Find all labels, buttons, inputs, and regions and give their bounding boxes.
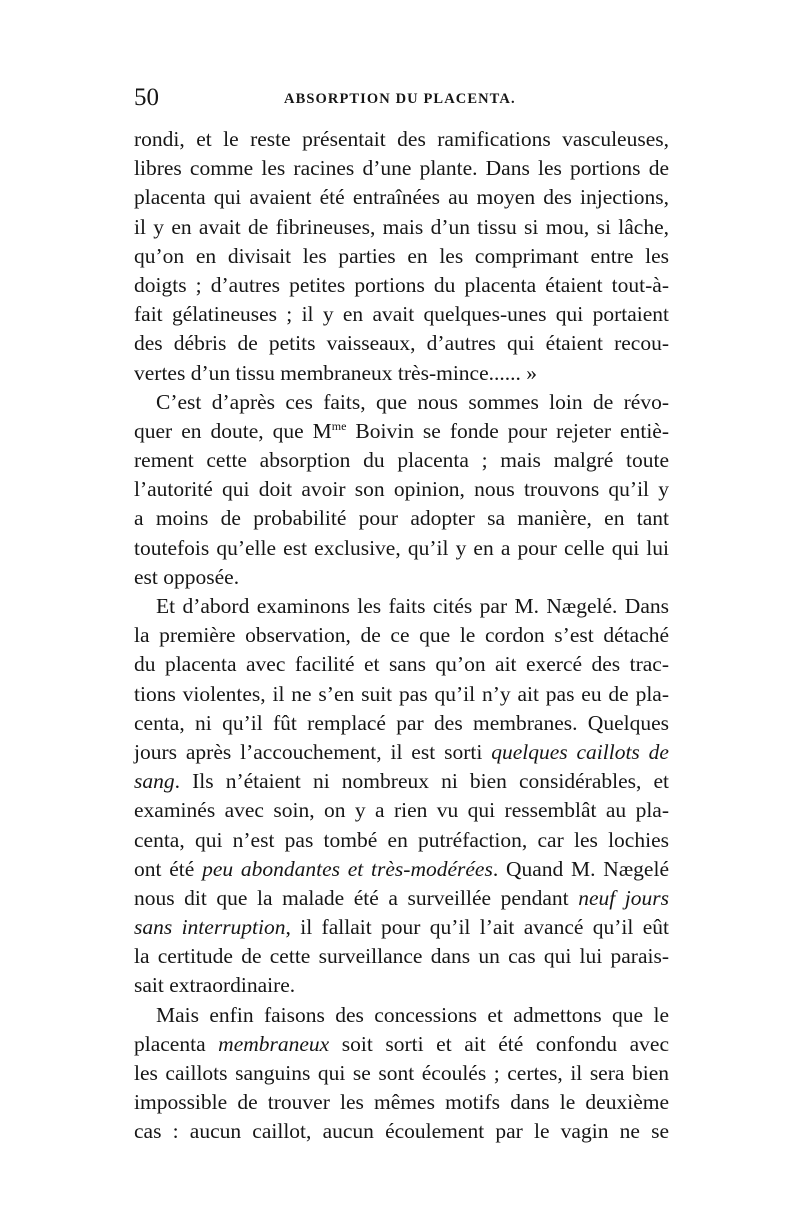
text-line: du placenta avec facilité et sans qu’on ait exercé des trac- [134, 652, 669, 677]
italic-text: sans interruption [134, 915, 286, 940]
text-line: il y en avait de fibrineuses, mais d’un tissu si mou, si lâche, [134, 214, 669, 239]
text-line: centa, qui n’est pas tombé en putréfaction, car les lochies [134, 827, 669, 852]
text-line: a moins de probabilité pour adopter sa manière, en tant [134, 506, 669, 531]
paragraph [134, 1001, 669, 1147]
italic-text: quelques caillots de [491, 739, 669, 764]
text-line: libres comme les racines d’une plante. Dans les portions de [134, 156, 669, 181]
text-line: quer en doute, que $M^{me}$ Boivin se fonde pour rejeter entiè- [134, 418, 669, 443]
text-line: fait gélatineuses ; il y en avait quelques-unes qui portaient [134, 302, 669, 327]
page-number: 50 [134, 84, 159, 111]
text-line: centa, ni qu’il fût remplacé par des membranes. Quelques [134, 710, 669, 735]
text-line: C’est d’après ces faits, que nous sommes loin de révo- [156, 389, 669, 414]
text-line: l’autorité qui doit avoir son opinion, nous trouvons qu’il y [134, 477, 669, 502]
text-line: la certitude de cette surveillance dans un cas qui lui parais- [134, 944, 669, 969]
text-line: Mais enfin faisons des concessions et admettons que le [156, 1002, 669, 1027]
text-line: impossible de trouver les mêmes motifs dans le deuxième [134, 1090, 669, 1115]
page-header [134, 84, 674, 112]
text-line: placenta qui avaient été entraînées au moyen des injections, [134, 185, 669, 210]
text-line: est opposée. [134, 564, 240, 589]
text-line: les caillots sanguins qui se sont écoulés ; certes, il sera bien [134, 1061, 669, 1085]
text-line: sang. Ils n’étaient ni nombreux ni bien considérables, et [134, 769, 669, 794]
text-line: ont été peu abondantes et très-modérées. Quand M. Nægelé [134, 856, 669, 881]
running-head: ABSORPTION DU PLACENTA. [284, 91, 516, 107]
text-line: qu’on en divisait les parties en les comprimant entre les [134, 243, 669, 268]
text-line: rement cette absorption du placenta ; mais malgré toute [134, 448, 669, 473]
italic-text: neuf jours [578, 885, 669, 910]
italic-text: peu abondantes et très-modérées [202, 856, 493, 881]
paragraph [134, 592, 669, 1001]
text-line: rondi, et le reste présentait des ramifications vasculeuses, [134, 127, 669, 151]
italic-text: sang [134, 769, 175, 794]
text-line: des débris de petits vaisseaux, d’autres qui étaient recou- [134, 331, 669, 356]
text-line: cas : aucun caillot, aucun écoulement par le vagin ne se [134, 1119, 669, 1144]
text-line: toutefois qu’elle est exclusive, qu’il y en a pour celle qui lui [134, 535, 669, 560]
body-text [134, 125, 669, 1147]
italic-text: membraneux [218, 1031, 330, 1056]
text-line: sait extraordinaire. [134, 973, 296, 998]
text-line: placenta membraneux soit sorti et ait été confondu avec [134, 1031, 669, 1056]
text-line: nous dit que la malade été a surveillée pendant neuf jours [134, 885, 669, 910]
text-line: la première observation, de ce que le cordon s’est détaché [134, 623, 669, 648]
text-line: doigts ; d’autres petites portions du placenta étaient tout-à- [134, 272, 669, 297]
superscript: me [331, 418, 347, 433]
text-line: tions violentes, il ne s’en suit pas qu’il n’y ait pas eu de pla- [134, 681, 669, 706]
text-line: Et d’abord examinons les faits cités par M. Nægelé. Dans [156, 594, 669, 618]
paragraph [134, 125, 669, 388]
paragraph [134, 388, 669, 592]
text-line: sans interruption, il fallait pour qu’il l’ait avancé qu’il eût [134, 915, 669, 940]
text-line: jours après l’accouchement, il est sorti quelques caillots de [134, 739, 669, 764]
text-line: vertes d’un tissu membraneux très-mince...... » [134, 360, 538, 385]
text-line: examinés avec soin, on y a rien vu qui ressemblât au pla- [134, 798, 669, 823]
